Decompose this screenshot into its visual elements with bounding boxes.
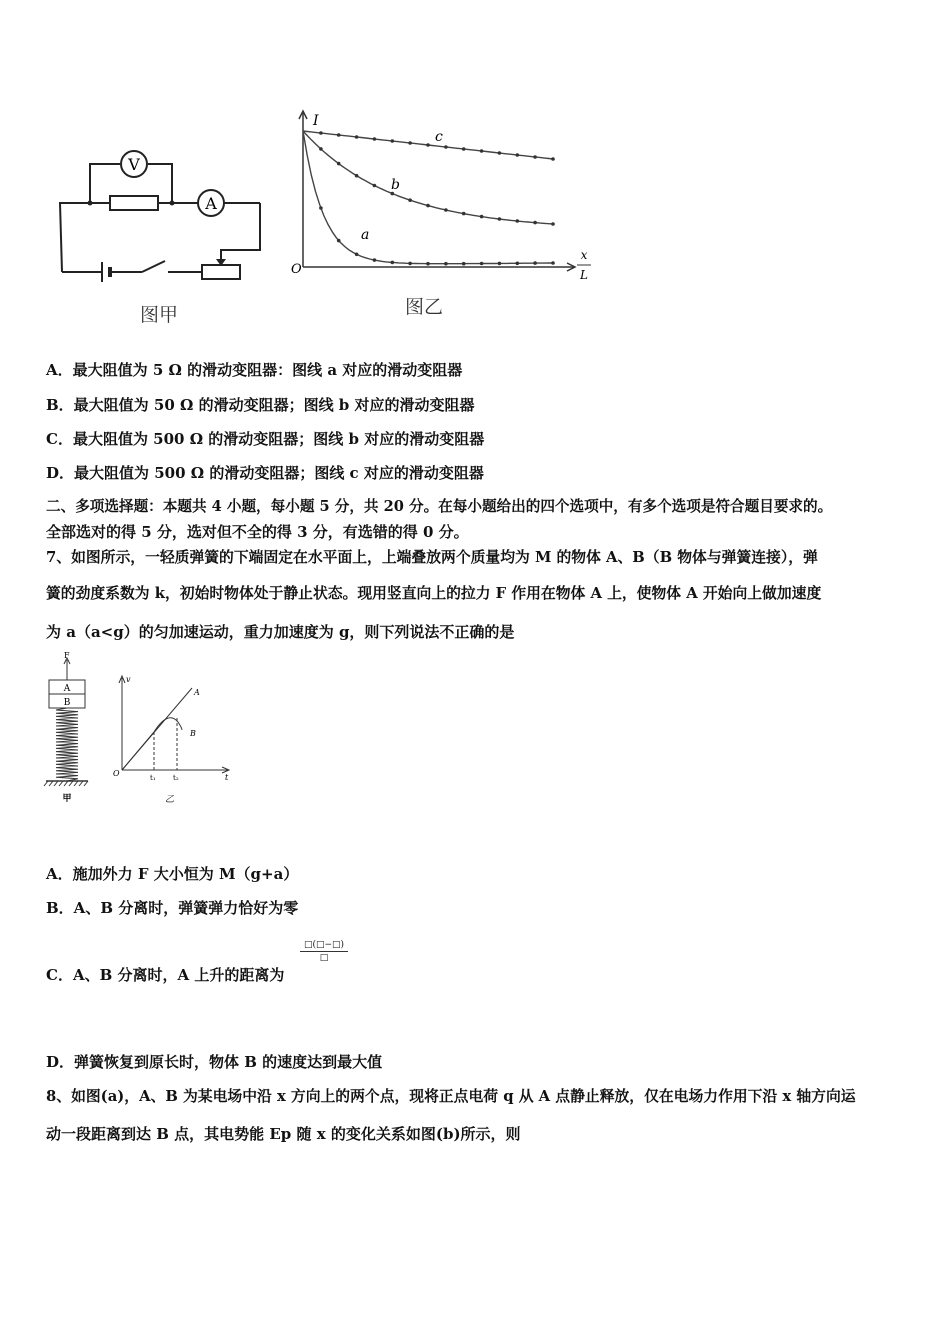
x-axis-label-denominator: L	[580, 268, 588, 282]
q7-option-d: D．弹簧恢复到原长时，物体 B 的速度达到最大值	[46, 1053, 383, 1071]
spring-coil	[56, 708, 78, 781]
rheostat-slider-wire	[221, 203, 260, 259]
x-axis-label-numerator: x	[580, 248, 588, 262]
curve-c-point	[444, 145, 448, 149]
curve-c-point	[408, 141, 412, 145]
section2-heading-line1: 二、多项选择题：本题共 4 小题，每小题 5 分，共 20 分。在每小题给出的四个选项中，有多个选项是符合题目要求的。	[46, 498, 833, 515]
curve-a-point	[498, 262, 502, 266]
curve-b-point	[319, 147, 323, 151]
curve-a-point	[426, 262, 430, 266]
wire-left	[60, 203, 90, 272]
fraction-numerator: □(□−□)	[300, 940, 348, 952]
voltmeter-wire-left	[90, 164, 120, 203]
curve-b-label: B	[190, 729, 196, 738]
curve-b-point	[408, 198, 412, 202]
curve-c-point	[337, 133, 341, 137]
ammeter-label: A	[205, 194, 217, 213]
origin-label: O	[291, 262, 302, 277]
curve-b	[122, 718, 182, 770]
curve-b-point	[444, 208, 448, 212]
figure-caption-jia: 图甲	[140, 304, 179, 326]
curve-b-point	[480, 215, 484, 219]
curve-b-point	[373, 184, 377, 188]
curve-a-point	[373, 258, 377, 262]
block-a-label: A	[63, 684, 71, 694]
q8-stem-line2: 动一段距离到达 B 点，其电势能 Ep 随 x 的变化关系如图(b)所示，则	[46, 1125, 521, 1143]
curve-c-point	[319, 131, 323, 135]
line-a-label: A	[194, 688, 200, 697]
curve-a-point	[462, 262, 466, 266]
force-label: F	[64, 651, 70, 660]
q6-option-d: D．最大阻值为 500 Ω 的滑动变阻器；图线 c 对应的滑动变阻器	[46, 464, 484, 482]
curve-c-point	[480, 149, 484, 153]
voltmeter-wire-right	[148, 164, 172, 203]
curve-c-point	[426, 143, 430, 147]
velocity-time-graph	[110, 670, 245, 810]
fraction-denominator: □	[319, 953, 329, 963]
curve-a-point	[355, 253, 359, 257]
q6-option-b: B．最大阻值为 50 Ω 的滑动变阻器；图线 b 对应的滑动变阻器	[46, 396, 475, 414]
q7-stem-line3: 为 a（a<g）的匀加速运动，重力加速度为 g，则下列说法不正确的是	[46, 623, 515, 641]
curve-c-point	[498, 151, 502, 155]
curve-b-point	[551, 222, 555, 226]
q7-option-a: A．施加外力 F 大小恒为 M（g+a）	[46, 865, 299, 883]
q7-option-c-fraction	[300, 940, 348, 963]
q8-stem-line1: 8、如图(a)，A、B 为某电场中沿 x 方向上的两个点，现将正点电荷 q 从 A 点静止释放，仅在电场力作用下沿 x 轴方向运	[46, 1088, 856, 1105]
figure-caption-yi: 图乙	[405, 296, 444, 318]
curve-c-point	[391, 139, 395, 143]
v-axis-label: v	[126, 675, 131, 684]
curve-c-point	[373, 137, 377, 141]
t-axis-label: t	[225, 773, 229, 782]
current-position-graph	[285, 105, 605, 285]
q7-stem-line1: 7、如图所示，一轻质弹簧的下端固定在水平面上，上端叠放两个质量均为 M 的物体 A、B（B 物体与弹簧连接），弹	[46, 549, 818, 566]
curve-label-c: c	[435, 129, 443, 145]
curve-c-point	[462, 147, 466, 151]
curve-a-point	[444, 262, 448, 266]
junction-dot	[170, 201, 175, 206]
curve-a-point	[516, 262, 520, 266]
curve-b-point	[533, 221, 537, 225]
q7-option-c: C．A、B 分离时，A 上升的距离为	[46, 966, 285, 984]
curve-a-point	[533, 261, 537, 265]
q7-stem-line2: 簧的劲度系数为 k，初始时物体处于静止状态。现用竖直向上的拉力 F 作用在物体 A 上，使物体 A 开始向上做加速度	[46, 585, 822, 602]
curve-b-point	[337, 162, 341, 166]
q6-option-a: A．最大阻值为 5 Ω 的滑动变阻器：图线 a 对应的滑动变阻器	[46, 361, 463, 379]
figure-caption-jia-small: 甲	[62, 794, 72, 804]
curve-a	[303, 131, 553, 264]
curve-label-b: b	[391, 177, 400, 193]
q6-option-c: C．最大阻值为 500 Ω 的滑动变阻器；图线 b 对应的滑动变阻器	[46, 430, 485, 448]
curve-c-point	[533, 155, 537, 159]
curve-b-point	[462, 212, 466, 216]
curve-b-point	[516, 219, 520, 223]
resistor	[110, 196, 158, 210]
curve-b-point	[355, 174, 359, 178]
curve-c-point	[551, 157, 555, 161]
curve-label-a: a	[361, 227, 370, 243]
curve-a-point	[337, 239, 341, 243]
curve-c-point	[516, 153, 520, 157]
rheostat	[202, 265, 240, 279]
voltmeter-label: V	[128, 155, 140, 174]
switch-blade	[142, 261, 165, 272]
junction-dot	[88, 201, 93, 206]
tick-t1: t₁	[150, 774, 156, 782]
curve-a-point	[408, 262, 412, 266]
curve-a-point	[391, 261, 395, 265]
origin-label-2: O	[113, 769, 120, 778]
block-b-label: B	[63, 698, 71, 708]
spring-blocks-figure	[40, 650, 100, 810]
curve-a-point	[319, 206, 323, 210]
tick-t2: t₂	[173, 774, 179, 782]
y-axis-label: I	[313, 113, 319, 129]
curve-b-point	[498, 217, 502, 221]
curve-b-point	[426, 204, 430, 208]
section2-heading-line2: 全部选对的得 5 分，选对但不全的得 3 分，有选错的得 0 分。	[46, 523, 469, 541]
curve-a-point	[480, 262, 484, 266]
curve-c-point	[355, 135, 359, 139]
q7-option-b: B．A、B 分离时，弹簧弹力恰好为零	[46, 899, 299, 917]
curve-a-point	[551, 261, 555, 265]
figure-caption-yi-small: 乙	[165, 795, 175, 805]
